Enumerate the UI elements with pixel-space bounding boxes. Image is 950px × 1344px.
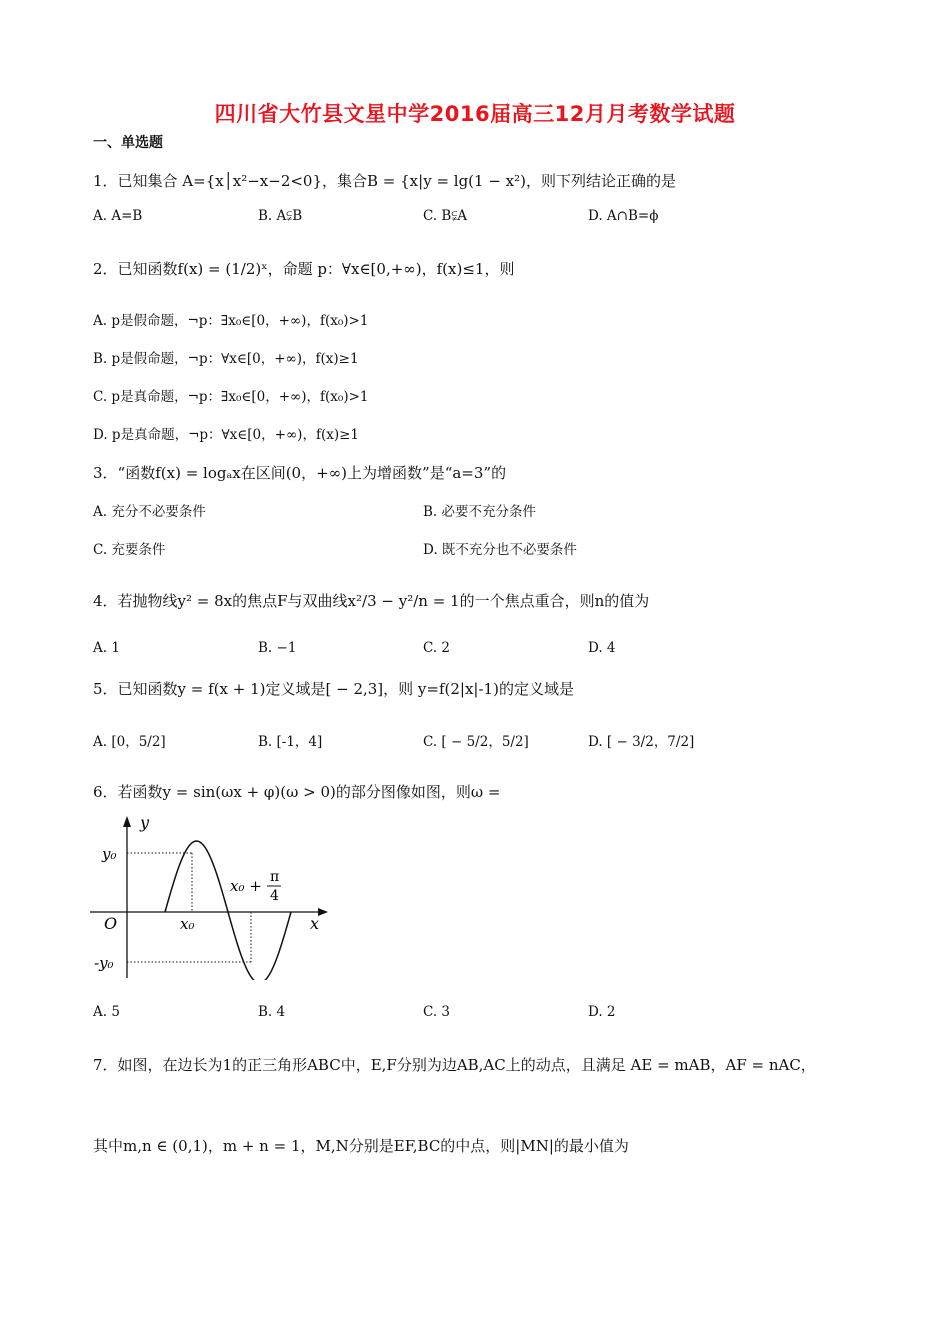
section-heading: 一、单选题 bbox=[93, 135, 163, 151]
y-axis-label: y bbox=[140, 813, 150, 832]
question-5-option-a: A. [0，5/2] bbox=[93, 734, 166, 750]
question-4-option-b: B. −1 bbox=[258, 640, 297, 656]
question-5-option-b: B. [-1，4] bbox=[258, 734, 323, 750]
x-axis-arrow-icon bbox=[318, 908, 328, 916]
question-2-option-b: B. p是假命题，¬p：∀x∈[0，+∞)，f(x)≥1 bbox=[93, 351, 359, 367]
question-6-option-a: A. 5 bbox=[93, 1004, 120, 1020]
question-7-stem: 7．如图，在边长为1的正三角形ABC中，E,F分别为边AB,AC上的动点，且满足 AE = mAB，AF = nAC， bbox=[93, 1056, 816, 1074]
origin-label: O bbox=[104, 914, 118, 933]
question-2-option-c: C. p是真命题，¬p：∃x₀∈[0，+∞)，f(x₀)>1 bbox=[93, 389, 369, 405]
question-4-stem: 4．若抛物线y² = 8x的焦点F与双曲线x²/3 − y²/n = 1的一个焦点重合，则n的值为 bbox=[93, 592, 650, 610]
question-5-stem: 5．已知函数y = f(x + 1)定义域是[ − 2,3]，则 y=f(2|x|-1)的定义域是 bbox=[93, 680, 574, 698]
question-3-option-c: C. 充要条件 bbox=[93, 542, 166, 558]
question-2-option-d: D. p是真命题，¬p：∀x∈[0，+∞)，f(x)≥1 bbox=[93, 427, 359, 443]
x-axis-label: x bbox=[310, 914, 320, 933]
question-2-stem: 2．已知函数f(x) = (1/2)ˣ，命题 p：∀x∈[0,+∞)，f(x)≤1，则 bbox=[93, 260, 515, 278]
y-axis-arrow-icon bbox=[123, 816, 131, 827]
question-2-option-a: A. p是假命题，¬p：∃x₀∈[0，+∞)，f(x₀)>1 bbox=[93, 313, 369, 329]
x0-label: x₀ bbox=[180, 915, 195, 933]
question-4-option-c: C. 2 bbox=[423, 640, 451, 656]
question-6-option-b: B. 4 bbox=[258, 1004, 286, 1020]
question-5-option-d: D. [ − 3/2，7/2] bbox=[588, 734, 695, 750]
y0-label: y₀ bbox=[102, 845, 117, 863]
question-1-option-c: C. B⫋A bbox=[423, 208, 468, 224]
sine-graph-figure bbox=[88, 808, 338, 980]
question-3-option-a: A. 充分不必要条件 bbox=[93, 504, 206, 520]
question-4-option-a: A. 1 bbox=[93, 640, 120, 656]
question-6-option-d: D. 2 bbox=[588, 1004, 616, 1020]
question-4-option-d: D. 4 bbox=[588, 640, 616, 656]
question-6-option-c: C. 3 bbox=[423, 1004, 451, 1020]
four-label: 4 bbox=[270, 888, 279, 904]
question-3-option-b: B. 必要不充分条件 bbox=[423, 504, 537, 520]
x0-plus-label: x₀ + bbox=[230, 877, 262, 895]
page-title: 四川省大竹县文星中学2016届高三12月月考数学试题 bbox=[214, 102, 736, 126]
question-1-option-b: B. A⫋B bbox=[258, 208, 303, 224]
question-1-stem: 1．已知集合 A={x│x²−x−2<0}，集合B = {x|y = lg(1 − x²)，则下列结论正确的是 bbox=[93, 172, 677, 190]
question-5-option-c: C. [ − 5/2，5/2] bbox=[423, 734, 529, 750]
question-1-option-a: A. A=B bbox=[93, 208, 143, 224]
neg-y0-label: -y₀ bbox=[94, 954, 114, 972]
question-3-stem: 3．“函数f(x) = logₐx在区间(0，+∞)上为增函数”是“a=3”的 bbox=[93, 464, 507, 482]
question-1-option-d: D. A∩B=ϕ bbox=[588, 208, 659, 224]
pi-label: π bbox=[270, 869, 280, 885]
sine-curve bbox=[165, 841, 291, 980]
question-3-option-d: D. 既不充分也不必要条件 bbox=[423, 542, 577, 558]
question-7-stem-continued: 其中m,n ∈ (0,1)，m + n = 1，M,N分别是EF,BC的中点，则|MN|的最小值为 bbox=[93, 1137, 629, 1155]
question-6-stem: 6．若函数y = sin(ωx + φ)(ω > 0)的部分图像如图，则ω = bbox=[93, 783, 501, 801]
